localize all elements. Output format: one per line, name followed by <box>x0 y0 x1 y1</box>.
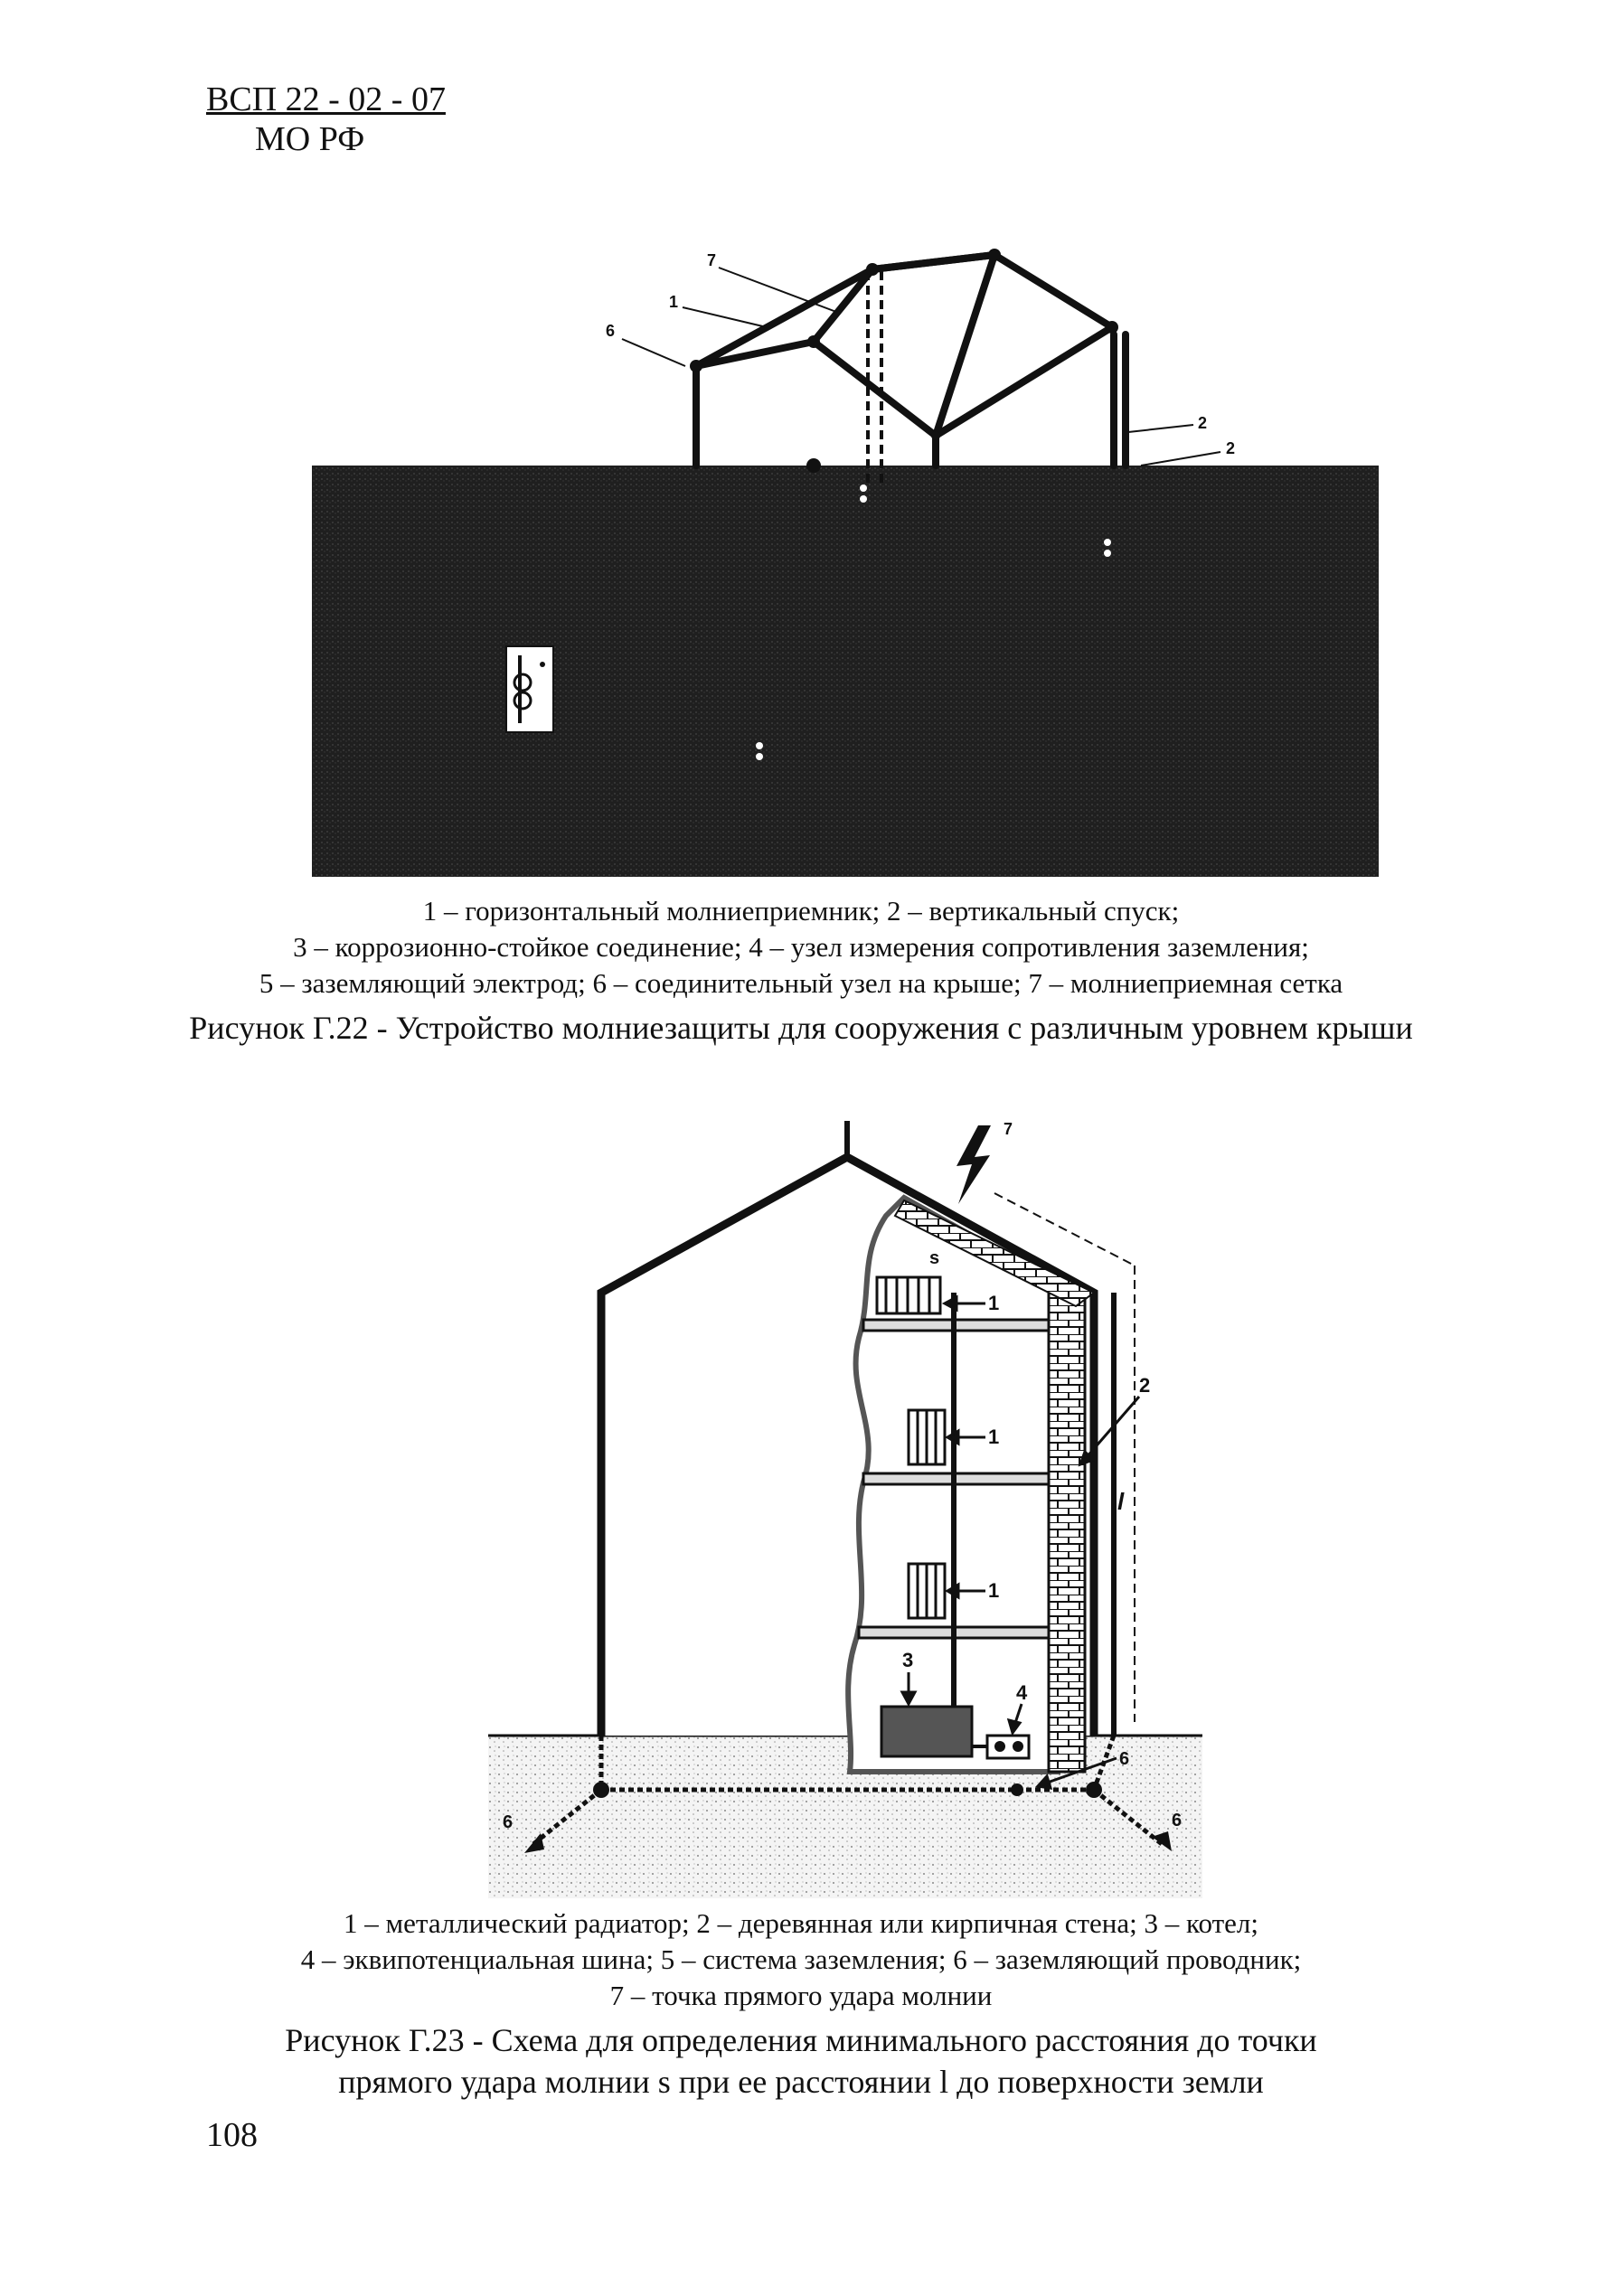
ground <box>488 1736 1202 1898</box>
fig23-callout-6a: 6 <box>1119 1749 1130 1769</box>
figure-23-drawing <box>0 1103 1602 1898</box>
boiler <box>881 1707 972 1756</box>
fig23-callout-7: 7 <box>1004 1120 1013 1138</box>
fig23-callout-6c: 6 <box>1172 1811 1183 1830</box>
measurement-node <box>506 646 553 732</box>
document-code: ВСП 22 - 02 - 07 <box>206 80 446 118</box>
fig22-callout-7: 7 <box>707 251 717 269</box>
fig22-callout-2a: 2 <box>1198 414 1208 432</box>
legend-line: 5 – заземляющий электрод; 6 – соединительный узел на крыше; 7 – молниеприемная сетка <box>259 967 1343 999</box>
legend-line: 1 – металлический радиатор; 2 – деревянная или кирпичная стена; 3 – котел; <box>344 1907 1258 1939</box>
fig22-callout-1: 1 <box>669 293 679 311</box>
roof-conductors <box>696 255 1126 466</box>
legend-line: 7 – точка прямого удара молнии <box>609 1980 993 2011</box>
lightning-bolt <box>956 1125 991 1204</box>
brick-wall <box>1049 1293 1085 1772</box>
title-line: прямого удара молнии s при ее расстоянии l до поверхности земли <box>338 2064 1264 2100</box>
fig22-callout-6: 6 <box>606 322 616 340</box>
legend-line: 3 – коррозионно-стойкое соединение; 4 – узел измерения сопротивления заземления; <box>293 931 1309 963</box>
fig23-callout-2: 2 <box>1139 1374 1151 1397</box>
fig23-callout-6b: 6 <box>503 1812 514 1832</box>
page-number: 108 <box>206 2116 258 2154</box>
figure-23-legend <box>0 1905 1602 2014</box>
fig23-callout-4: 4 <box>1016 1681 1028 1704</box>
figure-22-title: Рисунок Г.22 - Устройство молниезащиты для сооружения с различным уровнем крыши <box>189 1010 1413 1046</box>
fig23-callout-1: 1 <box>988 1292 1000 1314</box>
fig23-callout-1b: 1 <box>988 1426 1000 1448</box>
fig23-callout-3: 3 <box>902 1649 914 1671</box>
fig23-callout-l: l <box>1117 1488 1125 1515</box>
fig22-callout-2b: 2 <box>1226 439 1236 457</box>
building-block <box>312 466 1379 877</box>
figure-22-legend <box>0 893 1602 1002</box>
organization: МО РФ <box>255 120 365 158</box>
fig23-callout-1c: 1 <box>988 1579 1000 1602</box>
fig23-callout-s: s <box>929 1248 940 1268</box>
legend-line: 1 – горизонтальный молниеприемник; 2 – вертикальный спуск; <box>422 895 1180 927</box>
legend-line: 4 – эквипотенциальная шина; 5 – система заземления; 6 – заземляющий проводник; <box>300 1943 1302 1975</box>
title-line: Рисунок Г.23 - Схема для определения минимального расстояния до точки <box>285 2022 1317 2058</box>
figure-22-drawing <box>0 0 1602 904</box>
figure-23-title <box>0 2019 1602 2103</box>
